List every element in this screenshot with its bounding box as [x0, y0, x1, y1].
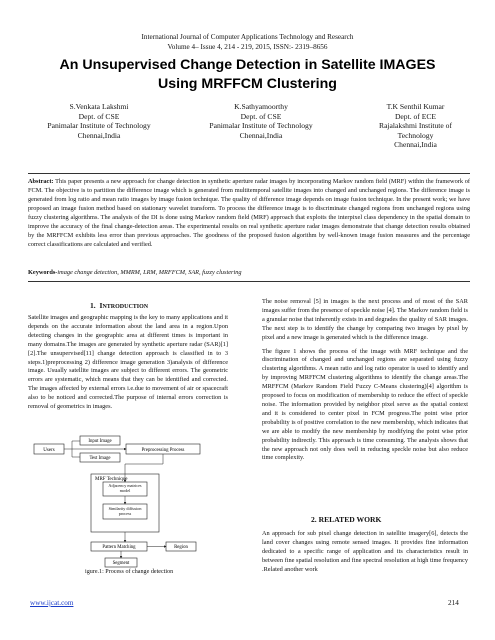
author-dept: Dept. of CSE: [240, 111, 282, 121]
author-2: [196, 102, 326, 140]
author-dept: Dept. of CSE: [78, 111, 120, 121]
section-title-rest: NTRODUCTION: [102, 304, 149, 310]
mrf-technique-label: MRF Technique: [95, 477, 128, 482]
divider-bottom: [28, 281, 470, 282]
journal-volume: Volume 4– Issue 4, 214 - 219, 2015, ISSN:- 2319–8656: [167, 43, 328, 51]
related-work-column: [262, 530, 468, 580]
author-dept: Dept. of ECE: [394, 111, 437, 121]
abstract-label: Abstract:: [28, 178, 54, 185]
author-inst: Panimalar Institute of Technology: [47, 121, 151, 131]
keywords-text: image change detection, MMRM, LRM, MRFFCM, SAR, fuzzy clustering: [57, 269, 242, 276]
author-inst: Panimalar Institute of Technology: [209, 121, 313, 131]
intro-paragraph: Satellite images and geographic mapping is the key to many applications and it depends on the accurate information about the land area in a region.Upon detecting changes in the geographic area at different times is important in many domains.The images are generated by synthetic aperture radar (SAR)[1][2].The unsupervised[11] change detection approach is classified in to 3 steps.1)preprocessing 2) difference image generation 3)analysis of difference image. Usually satellite images are subject to different errors. The geometric errors are systematic, which means that they can be identified and corrected. The images affected by external errors i.e.due to movement of air or spacecraft also to be noticed and corrected.The purpose of internal errors correction is removal of geometrics in images.: [28, 314, 228, 411]
users-label: Users: [43, 448, 55, 453]
journal-name: International Journal of Computer Applications Technology and Research: [141, 33, 354, 41]
author-city: Chennai,India: [239, 130, 283, 140]
preprocessing-label: Preprocessing Process: [141, 448, 185, 453]
title-line-2: Using MRFFCM Clustering: [158, 76, 337, 92]
figure-caption: igure.1: Process of change detection: [85, 569, 174, 575]
section-number: 1.: [90, 301, 96, 310]
region-label: Region: [174, 545, 188, 550]
adjacency-label: Adjacency matrices model: [108, 483, 142, 494]
author-city: Chennai,India: [77, 130, 121, 140]
abstract: [28, 177, 470, 249]
title-line-1: An Unsupervised Change Detection in Satellite IMAGES: [59, 57, 436, 73]
author-city: Chennai,India: [394, 140, 437, 150]
section-2-heading: 2. RELATED WORK: [311, 515, 382, 524]
section-1-heading: [90, 301, 148, 310]
keywords-label: Keywords-: [28, 269, 58, 276]
pattern-label: Pattern Matching: [102, 545, 136, 550]
journal-header: [0, 32, 495, 52]
segment-label: Segment: [112, 561, 130, 566]
divider-top: [28, 173, 470, 174]
author-3: [358, 102, 473, 150]
input-image-label: Input Image: [88, 439, 112, 444]
related-work-paragraph: An approach for sub pixel change detection in satellite imagery[6], detects the land cover changes using remote sensed images. It provides fine information dedicated to a specific range of application and its characteristics result in between fine spatial resolution and fine spectral resolution at high time frequency .Related another work: [262, 530, 468, 573]
author-name: T.K Senthil Kumar: [386, 102, 445, 111]
author-inst-2: Technology: [397, 130, 434, 140]
mrffcm-paragraph: The figure 1 shows the process of the image with MRF technique and the discrimination of changed and unchanged regions are separated using fuzzy clustering algorithms. A mean ratio and log ratio operator is used to identify and by improving MRFFCM clustering algorithms to identify the change areas.The MRFFCM (Markov Random Field Fuzzy C-Means clustering)[4] algorithm is proposed to focus on modification of membership to reduce the effect of speckle noise. The information provided by neighbor pixel serve as the spatial context and it is considered to center pixel in FCM progress.The point wise prior probability is of positive correlation to the new membership, which indicates that we are able to modify the new membership by modifying the point wise prior probability indirectly. This approach is time consuming. The analysis shows that the new approach not only does well in reducing speckle noise but also reduce time complexity.: [262, 347, 468, 462]
test-image-label: Test Image: [89, 456, 111, 461]
paper-title: [30, 56, 465, 94]
journal-website-link[interactable]: www.ijcat.com: [30, 599, 74, 607]
left-column: [28, 314, 228, 417]
page-number: 214: [448, 599, 459, 607]
keywords: [28, 268, 470, 277]
author-name: S.Venkata Lakshmi: [69, 102, 129, 111]
section-title-initial: I: [99, 301, 103, 310]
author-inst: Rajalakshmi Institute of: [379, 121, 452, 131]
noise-paragraph: The noise removal [5] in images is the next process and of most of the SAR images suffer from the presence of speckle noise [4]. The Markov random field is a granular noise that inherently exists in and degrades the quality of SAR images. The next step is to identify the change by comparing two images by pixel by pixel and a new image is generated which is the difference image.: [262, 298, 468, 341]
abstract-text: This paper presents a new approach for change detection in synthetic aperture radar images by incorporating Markov random field (MRF) within the framework of FCM. The objective is to partition the difference image which is generated from multitemporal satellite images into changed and unchanged regions. The difference image is generated from log ratio and mean ratio images by image fusion technique. The quality of difference image depends on image fusion technique. In the present work; we have proposed an image fusion method based on stationary wavelet transform. To process the difference image is to discriminate changed regions from unchanged regions using fuzzy clustering algorithms. The analysis of the DI is done using Markov random field (MRF) approach that exploits the interpixel class dependency in the spatial domain to improve the accuracy of the final change-detection areas. The experimental results on real synthetic aperture radar images demonstrate that change detection results obtained by the MRFFCM exhibits less error than previous approaches. The goodness of the proposed fusion algorithm by well-known image fusion measures and the percentage correct classifications are calculated and verified.: [28, 178, 470, 248]
similarity-label: Similarity diffusion process: [108, 505, 142, 516]
right-column: [262, 298, 468, 468]
author-block: [18, 102, 480, 168]
author-1: [40, 102, 158, 140]
author-name: K.Sathyamoorthy: [234, 102, 288, 111]
